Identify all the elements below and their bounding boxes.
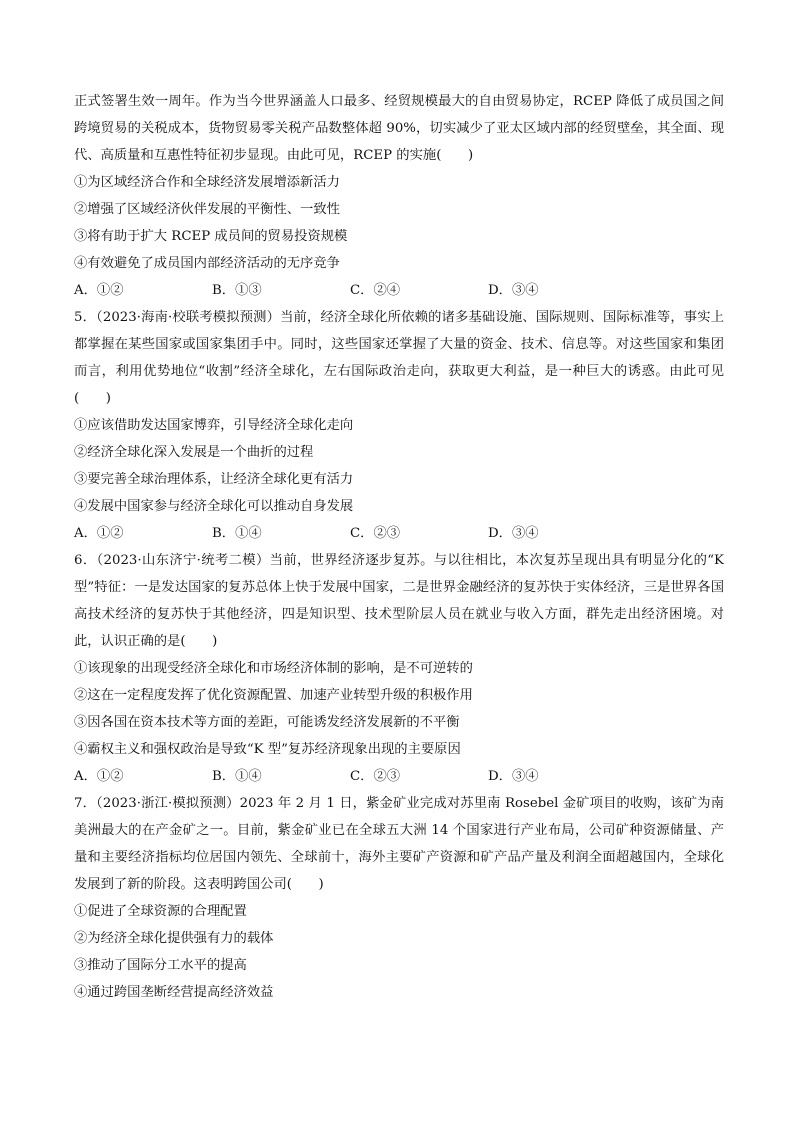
- choice-c: C．②③: [350, 526, 401, 541]
- option-3: ③将有助于扩大 RCEP 成员间的贸易投资规模: [74, 229, 348, 244]
- choice-a: A．①②: [74, 283, 124, 298]
- option-2: ②这在一定程度发挥了优化资源配置、加速产业转型升级的积极作用: [74, 688, 473, 703]
- choice-b: B．①④: [212, 526, 262, 541]
- choice-a: A．①②: [74, 526, 124, 541]
- choice-d: D．③④: [488, 769, 539, 784]
- option-2: ②经济全球化深入发展是一个曲折的过程: [74, 445, 314, 460]
- answer-choices: [74, 763, 724, 790]
- question-6: [74, 547, 724, 790]
- choice-d: D．③④: [488, 283, 539, 298]
- option-1: ①该现象的出现受经济全球化和市场经济体制的影响，是不可逆转的: [74, 661, 473, 676]
- option-3: ③要完善全球治理体系，让经济全球化更有活力: [74, 472, 354, 487]
- option-4: ④发展中国家参与经济全球化可以推动自身发展: [74, 499, 354, 514]
- option-4: ④霸权主义和强权政治是导致“K 型”复苏经济现象出现的主要原因: [74, 742, 461, 757]
- question-7: [74, 790, 724, 1006]
- option-1: ①为区域经济合作和全球经济发展增添新活力: [74, 175, 340, 190]
- option-2: ②增强了区域经济伙伴发展的平衡性、一致性: [74, 202, 340, 217]
- choice-b: B．①③: [212, 283, 262, 298]
- option-1: ①促进了全球资源的合理配置: [74, 904, 247, 919]
- choice-d: D．③④: [488, 526, 539, 541]
- option-3: ③因各国在资本技术等方面的差距，可能诱发经济发展新的不平衡: [74, 715, 460, 730]
- question-5: [74, 304, 724, 547]
- question-stem: 5．（2023·海南·校联考模拟预测）当前，经济全球化所依赖的诸多基础设施、国际规则、国际标准等，事实上都掌握在某些国家或国家集团手中。同时，这些国家还掌握了大量的资金、技术、信息等。对这些国家和集团而言，利用优势地位“收割”经济全球化，左右国际政治走向，获取更大利益，是一种巨大的诱惑。由此可见( ): [74, 310, 724, 406]
- option-4: ④有效避免了成员国内部经济活动的无序竞争: [74, 256, 340, 271]
- question-4: [74, 88, 724, 304]
- answer-choices: [74, 277, 724, 304]
- document-page: [74, 88, 724, 1006]
- choice-c: C．②④: [350, 283, 401, 298]
- question-stem: 7．（2023·浙江·模拟预测）2023 年 2 月 1 日，紫金矿业完成对苏里南 Rosebel 金矿项目的收购，该矿为南美洲最大的在产金矿之一。目前，紫金矿业已在全球五大洲 14 个国家进行产业布局，公司矿种资源储量、产量和主要经济指标均位居国内领先、全球前十，海外主要矿产资源和矿产品产量及利润全面超越国内，全球化发展到了新的阶段。这表明跨国公司( ): [74, 796, 724, 892]
- question-stem: 6．（2023·山东济宁·统考二模）当前，世界经济逐步复苏。与以往相比，本次复苏呈现出具有明显分化的“K 型”特征：一是发达国家的复苏总体上快于发展中国家，二是世界金融经济的复苏快于实体经济，三是世界各国高技术经济的复苏快于其他经济，四是知识型、技术型阶层人员在就业与收入方面，群先走出经济困境。对此，认识正确的是( ): [74, 553, 724, 649]
- option-1: ①应该借助发达国家博弈，引导经济全球化走向: [74, 418, 354, 433]
- choice-b: B．①④: [212, 769, 262, 784]
- option-2: ②为经济全球化提供强有力的载体: [74, 931, 274, 946]
- choice-c: C．②③: [350, 769, 401, 784]
- option-4: ④通过跨国垄断经营提高经济效益: [74, 985, 274, 1000]
- answer-choices: [74, 520, 724, 547]
- option-3: ③推动了国际分工水平的提高: [74, 958, 247, 973]
- question-stem: 正式签署生效一周年。作为当今世界涵盖人口最多、经贸规模最大的自由贸易协定，RCEP 降低了成员国之间跨境贸易的关税成本，货物贸易零关税产品数整体超 90%，切实减少了亚太区域内部的经贸壁垒，其全面、现代、高质量和互惠性特征初步显现。由此可见，RCEP 的实施( ): [74, 94, 724, 163]
- choice-a: A．①②: [74, 769, 124, 784]
